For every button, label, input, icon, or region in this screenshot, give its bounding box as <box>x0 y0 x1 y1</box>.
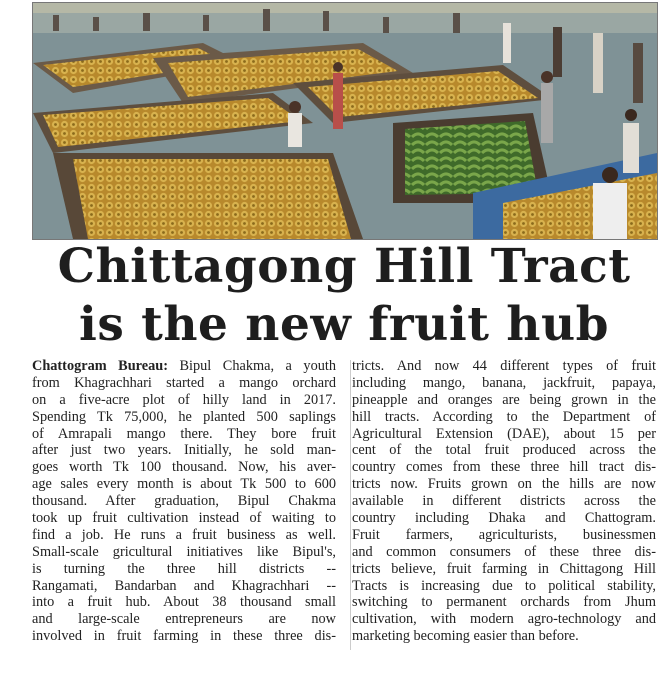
text-line: took up fruit cultivation instead of waiting to <box>32 510 336 527</box>
headline-line-2: is the new fruit hub <box>78 297 609 352</box>
text-line: tricts. And now 44 different types of fruit <box>352 358 656 374</box>
article-body <box>32 358 656 658</box>
column-left <box>32 358 336 658</box>
text-line: hill tracts. According to the Department of <box>352 408 656 425</box>
text-line-segment: Bipul Chakma, a youth <box>167 358 336 374</box>
text-line: and large-scale entrepreneurs are now <box>32 611 336 628</box>
text-line: Fruit farmers, agriculturists, businessmen <box>352 526 656 543</box>
text-line: Rangamati, Bandarban and Khagrachhari -- <box>32 577 336 594</box>
text-line: tricts believe, fruit farming in Chittagong Hill <box>352 560 656 577</box>
text-line: age sales every month is about Tk 500 to 600 <box>32 476 336 493</box>
headline-line-1: Chittagong Hill Tract <box>57 239 631 294</box>
text-line: country including Dhaka and Chattogram. <box>352 510 656 527</box>
text-line: Agricultural Extension (DAE), about 15 per <box>352 425 656 442</box>
text-line: goes worth Tk 100 thousand. Now, his aver- <box>32 459 336 476</box>
text-line: pineapple and oranges are being grown in the <box>352 391 656 408</box>
text-line: switching to permanent orchards from Jhum <box>352 594 656 611</box>
text-line: and common consumers of these three dis- <box>352 543 656 560</box>
text-line: including mango, banana, jackfruit, papaya, <box>352 374 656 391</box>
text-line: Spending Tk 75,000, he planted 500 saplings <box>32 408 336 425</box>
text-line: into a fruit hub. About 38 thousand small <box>32 594 336 611</box>
fruit-boats-illustration <box>33 3 657 239</box>
text-line: tricts now. Fruits grown on the hills are now <box>352 476 656 493</box>
headline <box>32 238 656 354</box>
text-line: marketing becoming easier than before. <box>352 628 579 645</box>
text-line: thousand. After graduation, Bipul Chakma <box>32 493 336 510</box>
text-line: after just two years. Initially, he sold man- <box>32 442 336 459</box>
market-photo <box>32 2 658 240</box>
text-line: on a five-acre plot of hilly land in 2017. <box>32 391 336 408</box>
text-line: Tracts is increasing due to political stability, <box>352 577 656 594</box>
column-right <box>352 358 656 658</box>
text-line: of Amrapali mango there. They bore fruit <box>32 425 336 442</box>
text-line: Small-scale gricultural initiatives like Bipul's, <box>32 543 336 560</box>
text-line: cultivation, with modern agro-technology and <box>352 611 656 628</box>
text-line: is turning the three hill districts -- <box>32 560 336 577</box>
text-line: cent of the total fruit produced across the <box>352 442 656 459</box>
text-line: from Khagrachhari started a mango orchard <box>32 374 336 391</box>
dateline: Chattogram Bureau: <box>32 358 168 374</box>
text-line: available in different districts across the <box>352 493 656 510</box>
text-line: find a job. He runs a fruit business as well. <box>32 526 336 543</box>
text-line: country comes from these three hill tract dis- <box>352 459 656 476</box>
text-line: involved in fruit farming in these three dis- <box>32 628 336 645</box>
text-line <box>32 358 336 375</box>
